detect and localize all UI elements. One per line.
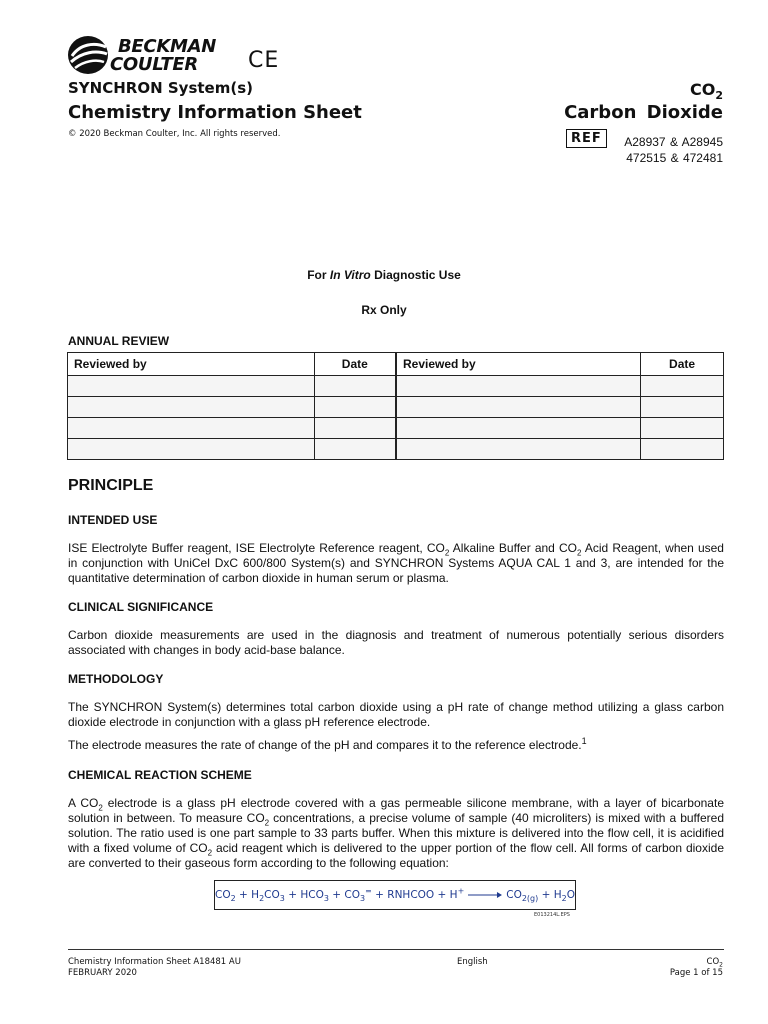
footer-right	[670, 957, 723, 979]
reaction-scheme-heading: CHEMICAL REACTION SCHEME	[68, 768, 252, 782]
annual-review-heading: ANNUAL REVIEW	[68, 334, 170, 348]
reviewer-cell[interactable]	[68, 418, 315, 439]
reviewer-cell[interactable]	[68, 439, 315, 460]
copyright: © 2020 Beckman Coulter, Inc. All rights reserved.	[68, 129, 281, 139]
clinical-significance-heading: CLINICAL SIGNIFICANCE	[68, 600, 214, 614]
intended-use-heading: INTENDED USE	[68, 513, 158, 527]
ref-numbers-1: A28937 & A28945	[624, 135, 723, 149]
ce-mark: CE	[248, 48, 280, 73]
reviewer-cell[interactable]	[68, 376, 315, 397]
footer-doc-id: Chemistry Information Sheet A18481 AU	[68, 957, 241, 967]
reaction-arrow-icon	[468, 891, 502, 899]
equation-file-code: E013214L.EPS	[534, 912, 570, 918]
beckman-coulter-logo-icon	[66, 32, 112, 78]
footer-divider	[68, 949, 724, 950]
clinical-significance-text: Carbon dioxide measurements are used in the diagnosis and treatment of numerous potentially serious disorders associated with changes in body acid-base balance.	[68, 628, 724, 657]
reaction-scheme-text: A $CO_2$ electrode is a glass pH electrode covered with a gas permeable silicone membrane, with a layer of bicarbonate solution in between. To measure $CO_2$ concentrations, a precise volume of sample (40 microliters) is mixed with a buffered solution. The ratio used is one part sample to 33 parts buffer. When this mixture is delivered into the flow cell, it is acidified with a fixed volume of $CO_2$ acid reagent which is delivered to the upper portion of the flow cell. All forms of carbon dioxide are converted to their gaseous form according to the following equation:	[68, 796, 725, 870]
footer-language: English	[457, 957, 488, 967]
system-name: SYNCHRON System(s)	[68, 79, 253, 97]
reaction-equation: $CO_2 + H_2CO_3 + HCO_3 + CO_3^=$ + RNHCOO + H+ $CO_{2(g)} + H_2O$	[214, 880, 576, 910]
methodology-text-1: The SYNCHRON System(s) determines total carbon dioxide using a pH rate of change method utilizing a glass carbon dioxide electrode in conjunction with a glass pH reference electrode.	[68, 700, 724, 729]
footer-analyte: $CO_2$	[706, 957, 723, 969]
table-row	[68, 376, 724, 397]
rx-only-notice: Rx Only	[361, 303, 407, 317]
diagnostic-use-notice: For In Vitro Diagnostic Use	[307, 268, 461, 282]
reviewer-cell[interactable]	[396, 376, 641, 397]
date-cell[interactable]	[641, 376, 724, 397]
date-cell[interactable]	[641, 418, 724, 439]
reviewer-cell[interactable]	[396, 439, 641, 460]
footer-date: FEBRUARY 2020	[68, 968, 137, 978]
ref-numbers-2: 472515 & 472481	[626, 151, 723, 165]
product-name: Carbon Dioxide	[564, 102, 723, 123]
reviewer-cell[interactable]	[68, 397, 315, 418]
column-header-reviewed-by: Reviewed by	[68, 353, 315, 376]
column-header-date: Date	[314, 353, 396, 376]
column-header-date: Date	[641, 353, 724, 376]
intended-use-text: ISE Electrolyte Buffer reagent, ISE Electrolyte Reference reagent, $CO_2$ Alkaline Buffer and $CO_2$ Acid Reagent, when used in conjunction with UniCel DxC 600/800 System(s) and SYNCHRON Systems AQUA CAL 1 and 3, are intended for the quantitative determination of carbon dioxide in human serum or plasma.	[68, 541, 724, 585]
date-cell[interactable]	[314, 397, 396, 418]
date-cell[interactable]	[314, 376, 396, 397]
table-row	[68, 439, 724, 460]
methodology-text-2: The electrode measures the rate of change of the pH and compares it to the reference electrode.$^1$	[68, 736, 587, 752]
date-cell[interactable]	[641, 439, 724, 460]
product-code: $CO_2$	[690, 80, 723, 103]
table-header-row	[68, 353, 724, 376]
principle-heading: PRINCIPLE	[68, 477, 154, 494]
sheet-title: Chemistry Information Sheet	[68, 102, 362, 123]
logo-text-beckman: BECKMAN	[118, 36, 216, 57]
ref-label: REF	[566, 129, 607, 148]
date-cell[interactable]	[314, 439, 396, 460]
reviewer-cell[interactable]	[396, 397, 641, 418]
annual-review-table	[67, 352, 724, 460]
footer-page-number: Page 1 of 15	[669, 968, 723, 978]
column-header-reviewed-by: Reviewed by	[396, 353, 641, 376]
reviewer-cell[interactable]	[396, 418, 641, 439]
methodology-heading: METHODOLOGY	[68, 672, 164, 686]
date-cell[interactable]	[314, 418, 396, 439]
footer-left	[68, 957, 241, 979]
table-row	[68, 418, 724, 439]
date-cell[interactable]	[641, 397, 724, 418]
logo-text-coulter: COULTER	[110, 54, 198, 75]
table-row	[68, 397, 724, 418]
